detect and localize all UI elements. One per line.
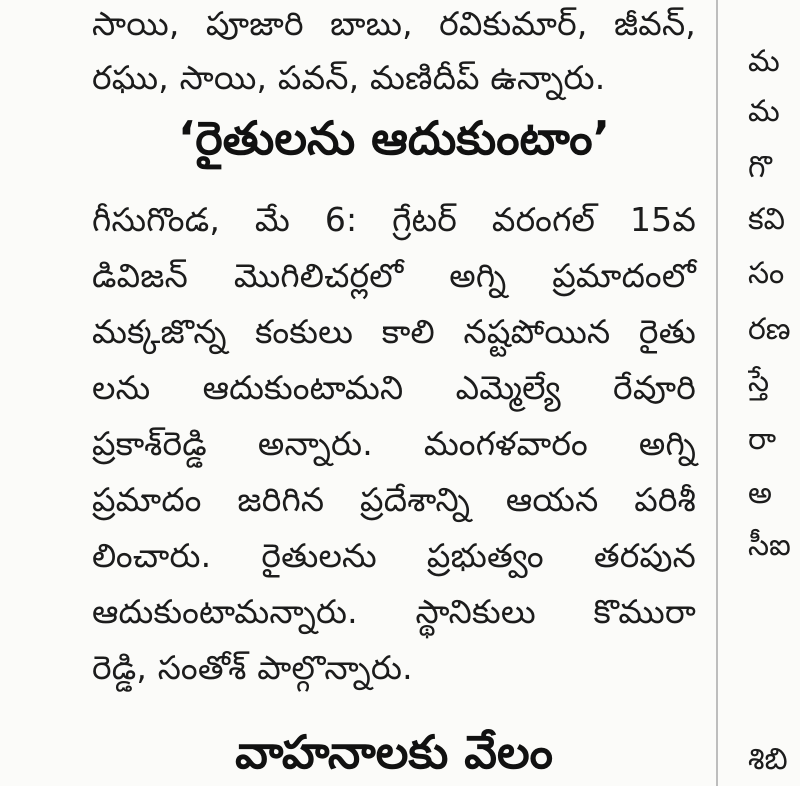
right-fragment: శిబి — [748, 742, 788, 777]
article-body-line-2: డివిజన్ మొగిలిచర్లలో అగ్ని ప్రమాదంలో — [92, 256, 696, 295]
article-headline: ‘రైతులను ఆదుకుంటాం’ — [177, 111, 611, 165]
article-body-line-1: గీసుగొండ, మే 6: గ్రేటర్ వరంగల్ 15వ — [92, 200, 696, 239]
article-top-line-1: సాయి, పూజారి బాబు, రవికుమార్, జీవన్, — [92, 4, 696, 43]
right-fragment: మ — [748, 44, 780, 79]
right-fragment: మ — [748, 94, 780, 129]
next-article-headline: వాహనాలకు వేలం — [235, 725, 553, 779]
left-column — [92, 0, 696, 786]
right-fragment: అ — [748, 476, 772, 511]
right-fragment: సం — [748, 256, 785, 291]
right-fragment: స్తే — [748, 364, 770, 399]
article-body-line-9: రెడ్డి, సంతోశ్ పాల్గొన్నారు. — [92, 648, 413, 687]
article-body-line-7: లించారు. రైతులను ప్రభుత్వం తరపున — [92, 536, 696, 575]
article-body-line-8: ఆదుకుంటామన్నారు. స్థానికులు కొమురా — [92, 592, 696, 631]
right-column — [748, 0, 800, 786]
column-divider — [716, 0, 718, 786]
right-fragment: రా — [748, 422, 777, 457]
article-body-line-5: ప్రకాశ్‌రెడ్డి అన్నారు. మంగళవారం అగ్ని — [92, 424, 696, 463]
right-fragment: కవి — [748, 202, 785, 237]
right-fragment: రణ — [748, 312, 791, 347]
right-fragment: గొ — [748, 150, 772, 185]
right-fragment: సీఐ — [748, 528, 791, 563]
article-top-line-2: రఘు, సాయి, పవన్, మణిదీప్ ఉన్నారు. — [92, 58, 606, 97]
article-body-line-6: ప్రమాదం జరిగిన ప్రదేశాన్ని ఆయన పరిశీ — [92, 480, 696, 519]
article-body-line-3: మక్కజొన్న కంకులు కాలి నష్టపోయిన రైతు — [92, 312, 696, 351]
article-body-line-4: లను ఆదుకుంటామని ఎమ్మెల్యే రేవూరి — [92, 368, 696, 407]
